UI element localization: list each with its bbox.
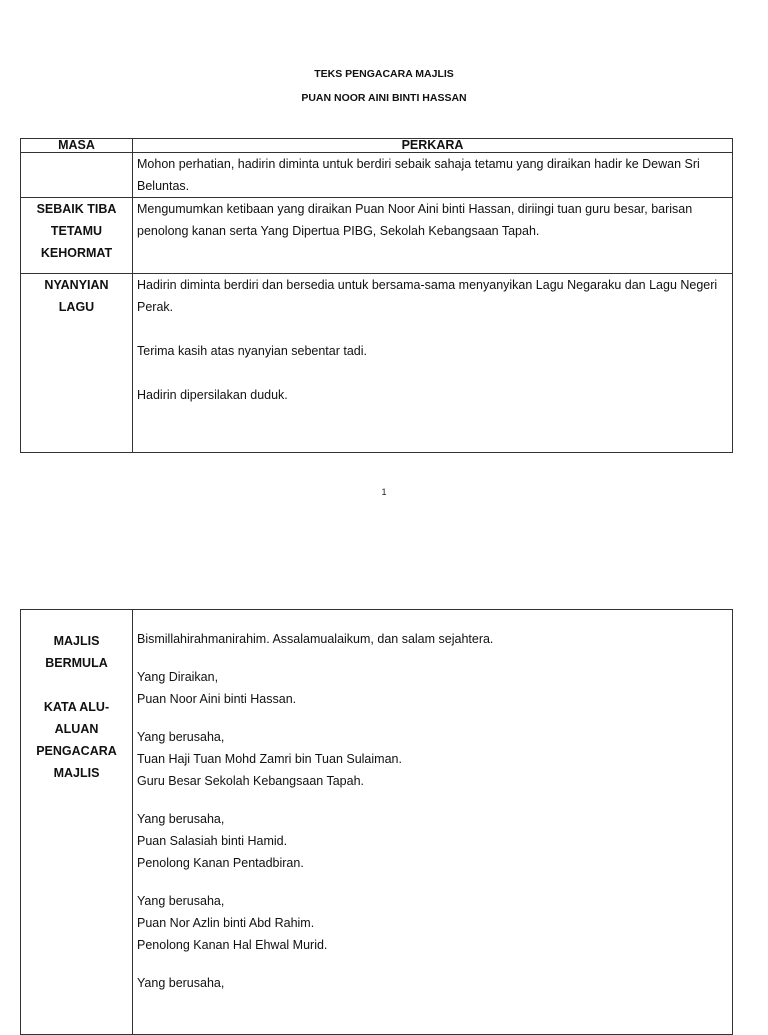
masa-text: NYANYIAN [44, 278, 109, 292]
masa-text: TETAMU [50, 224, 103, 238]
masa-text: PENGACARA [36, 744, 117, 758]
perkara-line: Penolong Kanan Hal Ehwal Murid. [137, 938, 328, 952]
perkara-cell [133, 153, 733, 198]
masa-text: KEHORMAT [40, 246, 113, 260]
perkara-cell [133, 610, 733, 1035]
masa-text: SEBAIK TIBA [36, 202, 117, 216]
perkara-line: Puan Nor Azlin binti Abd Rahim. [137, 916, 315, 930]
perkara-line: Bismillahirahmanirahim. Assalamualaikum, dan salam sejahtera. [137, 632, 494, 646]
perkara-line: Yang berusaha, [137, 730, 225, 744]
perkara-line: Penolong Kanan Pentadbiran. [137, 856, 304, 870]
masa-text: BERMULA [45, 656, 108, 670]
perkara-line: Tuan Haji Tuan Mohd Zamri bin Tuan Sulaiman. [137, 752, 402, 766]
perkara-cell [133, 274, 733, 453]
perkara-line: Yang Diraikan, [137, 670, 219, 684]
masa-cell [21, 198, 133, 274]
masa-text: MAJLIS [53, 766, 100, 780]
perkara-text: Hadirin diminta berdiri dan bersedia untuk bersama-sama menyanyikan Lagu Negaraku dan Lagu Negeri Perak. [137, 278, 718, 314]
header-masa: MASA [21, 139, 133, 153]
perkara-text: Terima kasih atas nyanyian sebentar tadi. [137, 344, 367, 358]
perkara-line: Yang berusaha, [137, 894, 225, 908]
program-table [20, 138, 733, 453]
perkara-text: Mohon perhatian, hadirin diminta untuk berdiri sebaik sahaja tetamu yang diraikan hadir ke Dewan Sri Beluntas. [137, 157, 700, 193]
document-page-2 [0, 530, 768, 1024]
page-number: 1 [381, 487, 387, 497]
perkara-line: Puan Noor Aini binti Hassan. [137, 692, 297, 706]
masa-cell [21, 610, 133, 1035]
perkara-line: Yang berusaha, [137, 812, 225, 826]
program-table-continued [20, 609, 733, 1035]
paragraph-gap [137, 874, 720, 890]
masa-cell [21, 274, 133, 453]
table-row [21, 198, 733, 274]
masa-text: MAJLIS [53, 634, 100, 648]
perkara-cell [133, 198, 733, 274]
paragraph-gap [137, 792, 720, 808]
masa-text: KATA ALU- [43, 700, 110, 714]
paragraph-gap [137, 710, 720, 726]
paragraph-gap [137, 650, 720, 666]
header-perkara: PERKARA [133, 139, 733, 153]
masa-text: LAGU [58, 300, 95, 314]
masa-cell [21, 153, 133, 198]
perkara-line: Yang berusaha, [137, 976, 225, 990]
perkara-text: Mengumumkan ketibaan yang diraikan Puan Noor Aini binti Hassan, diriingi tuan guru besar, barisan penolong kanan serta Yang Dipertua PIBG, Sekolah Kebangsaan Tapah. [137, 202, 693, 238]
perkara-text: Hadirin dipersilakan duduk. [137, 388, 288, 402]
table-row [21, 610, 733, 1035]
document-title: TEKS PENGACARA MAJLIS [314, 68, 454, 80]
masa-text [21, 674, 132, 696]
table-header-row [21, 139, 733, 153]
perkara-line: Puan Salasiah binti Hamid. [137, 834, 288, 848]
paragraph-gap [137, 956, 720, 972]
masa-text: ALUAN [54, 722, 99, 736]
perkara-line: Guru Besar Sekolah Kebangsaan Tapah. [137, 774, 365, 788]
table-row [21, 274, 733, 453]
document-subtitle: PUAN NOOR AINI BINTI HASSAN [301, 92, 467, 104]
table-row [21, 153, 733, 198]
